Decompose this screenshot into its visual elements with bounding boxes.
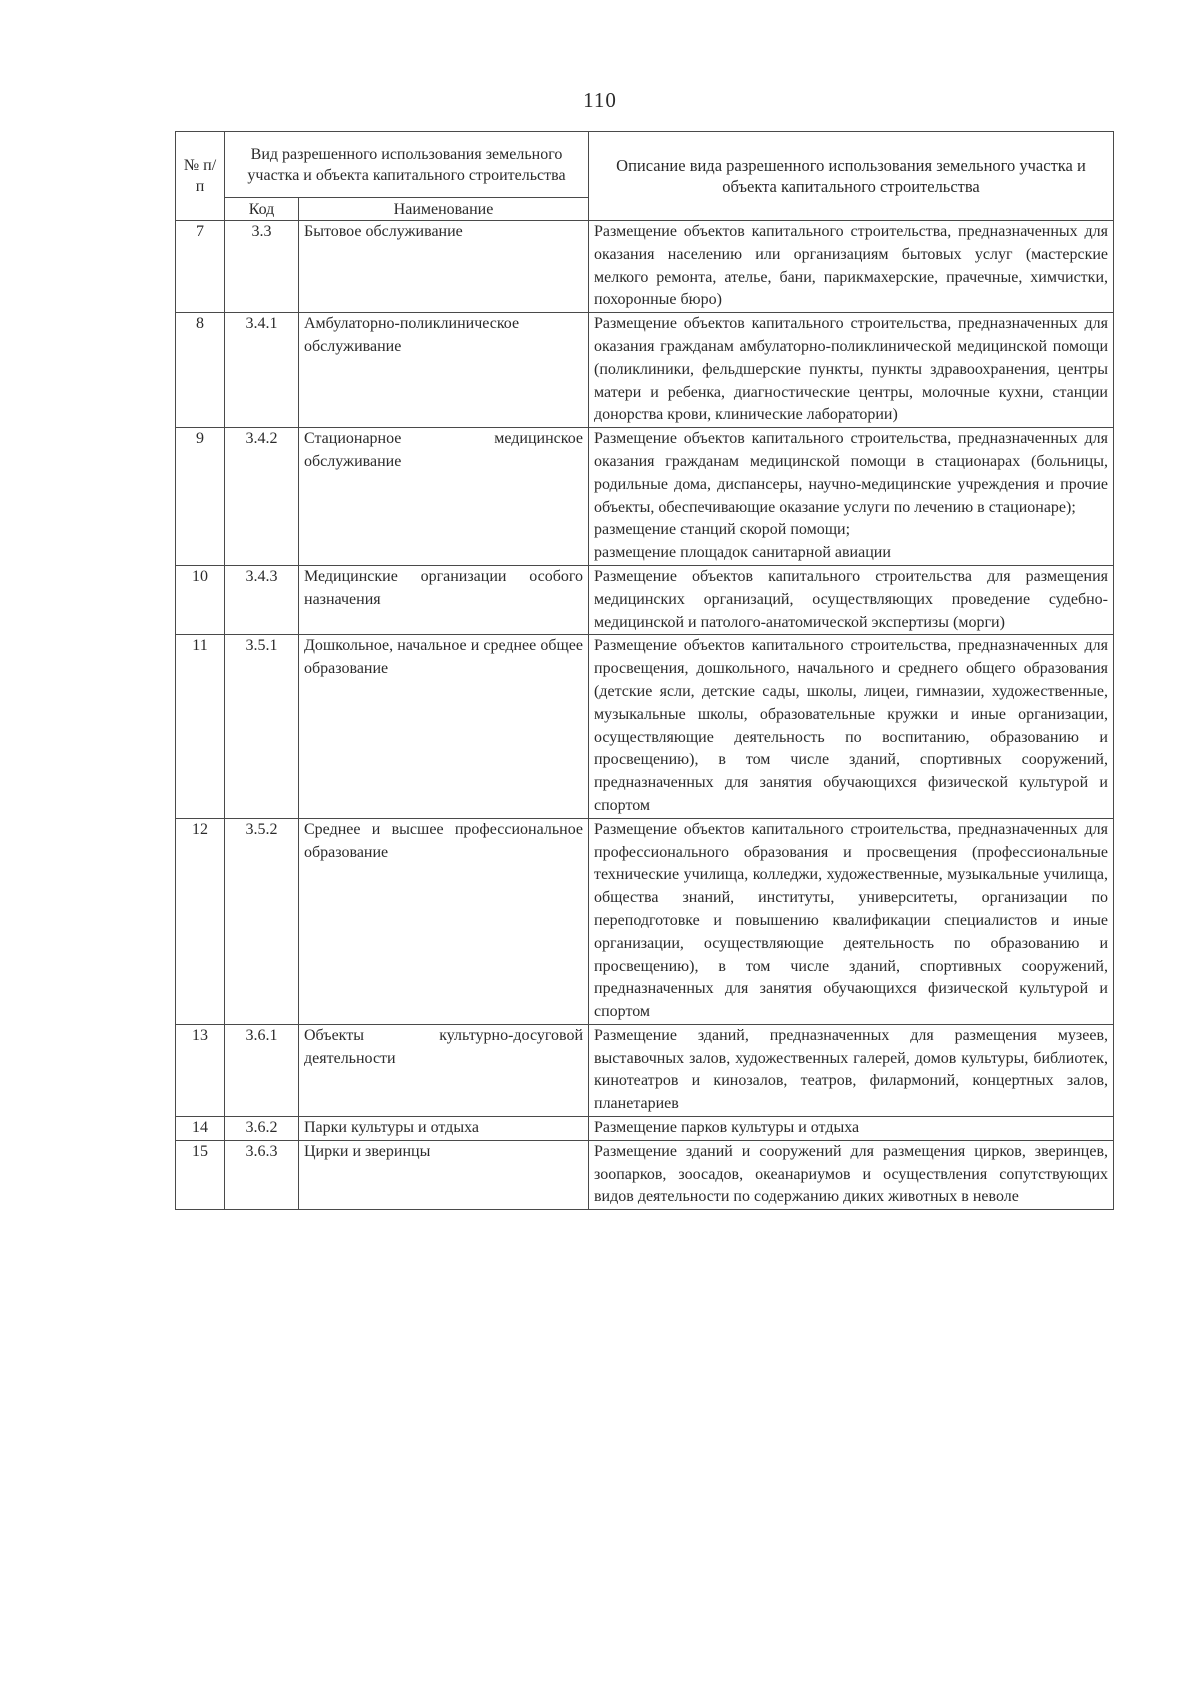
row-description	[589, 565, 1114, 634]
description-paragraph: Размещение объектов капитального строительства, предназначенных для оказания населению или организациям бытовых услуг (мастерские мелкого ремонта, ателье, бани, парикмахерские, прачечные, химчистки, похоронные бюро)	[594, 223, 1108, 309]
row-code: 3.6.3	[225, 1140, 299, 1209]
row-description	[589, 1140, 1114, 1209]
land-use-table	[175, 131, 1114, 1210]
row-number: 10	[176, 565, 225, 634]
row-number: 8	[176, 313, 225, 428]
description-paragraph: Размещение объектов капитального строительства, предназначенных для оказания гражданам медицинской помощи в стационарах (больницы, родильные дома, диспансеры, научно-медицинские учреждения и прочие объекты, обеспечивающие оказание услуги по лечению в стационаре);	[594, 430, 1108, 516]
row-code: 3.5.1	[225, 635, 299, 818]
table-row	[176, 313, 1114, 428]
table-row	[176, 1140, 1114, 1209]
row-description	[589, 818, 1114, 1024]
description-paragraph: Размещение объектов капитального строительства, предназначенных для просвещения, дошкольного, начального и среднего общего образования (детские ясли, детские сады, школы, лицеи, гимназии, художественные, музыкальные школы, образовательные кружки и иные организации, осуществляющие деятельность по воспитанию, образованию и просвещению), в том числе зданий, спортивных сооружений, предназначенных для занятия обучающихся физической культурой и спортом	[594, 637, 1108, 814]
row-name: Стационарное медицинское обслуживание	[299, 428, 589, 566]
row-code: 3.5.2	[225, 818, 299, 1024]
row-description	[589, 428, 1114, 566]
table-row	[176, 428, 1114, 566]
table-body	[176, 221, 1114, 1210]
header-num: № п/п	[176, 132, 225, 221]
row-code: 3.4.1	[225, 313, 299, 428]
row-number: 14	[176, 1117, 225, 1141]
row-number: 15	[176, 1140, 225, 1209]
description-paragraph: Размещение объектов капитального строительства для размещения медицинских организаций, осуществляющих проведение судебно-медицинской и патолого-анатомической экспертизы (морги)	[594, 567, 1108, 631]
row-name: Объекты культурно-досуговой деятельности	[299, 1024, 589, 1116]
header-code: Код	[225, 198, 299, 221]
description-paragraph: Размещение зданий, предназначенных для размещения музеев, выставочных залов, художественных галерей, домов культуры, библиотек, кинотеатров и кинозалов, театров, филармоний, концертных залов, планетариев	[594, 1026, 1108, 1113]
row-description	[589, 1117, 1114, 1141]
header-group: Вид разрешенного использования земельного участка и объекта капитального строительства	[225, 132, 589, 198]
table-row	[176, 1024, 1114, 1116]
table-row	[176, 1117, 1114, 1141]
description-paragraph: размещение площадок санитарной авиации	[594, 544, 891, 562]
page-number: 110	[583, 88, 617, 112]
row-code: 3.4.2	[225, 428, 299, 566]
row-code: 3.6.1	[225, 1024, 299, 1116]
table-row	[176, 221, 1114, 313]
row-name: Парки культуры и отдыха	[299, 1117, 589, 1141]
header-name: Наименование	[299, 198, 589, 221]
row-number: 7	[176, 221, 225, 313]
description-paragraph: размещение станций скорой помощи;	[594, 521, 851, 539]
row-number: 11	[176, 635, 225, 818]
row-name: Амбулаторно-поликлиническое обслуживание	[299, 313, 589, 428]
row-description	[589, 1024, 1114, 1116]
row-number: 9	[176, 428, 225, 566]
description-paragraph: Размещение зданий и сооружений для размещения цирков, зверинцев, зоопарков, зоосадов, океанариумов и осуществления сопутствующих видов деятельности по содержанию диких животных в неволе	[594, 1142, 1108, 1206]
row-description	[589, 221, 1114, 313]
table-header	[176, 132, 1114, 221]
row-name: Медицинские организации особого назначения	[299, 565, 589, 634]
table-row	[176, 565, 1114, 634]
row-number: 12	[176, 818, 225, 1024]
row-name: Бытовое обслуживание	[299, 221, 589, 313]
row-description	[589, 313, 1114, 428]
header-description: Описание вида разрешенного использования земельного участка и объекта капитального строительства	[589, 132, 1114, 221]
row-code: 3.6.2	[225, 1117, 299, 1141]
table-row	[176, 818, 1114, 1024]
row-name: Цирки и зверинцы	[299, 1140, 589, 1209]
description-paragraph: Размещение парков культуры и отдыха	[594, 1119, 860, 1137]
row-code: 3.3	[225, 221, 299, 313]
row-name: Дошкольное, начальное и среднее общее образование	[299, 635, 589, 818]
row-code: 3.4.3	[225, 565, 299, 634]
row-description	[589, 635, 1114, 818]
description-paragraph: Размещение объектов капитального строительства, предназначенных для оказания гражданам амбулаторно-поликлинической медицинской помощи (поликлиники, фельдшерские пункты, пункты здравоохранения, центры матери и ребенка, диагностические центры, молочные кухни, станции донорства крови, клинические лаборатории)	[594, 315, 1108, 424]
description-paragraph: Размещение объектов капитального строительства, предназначенных для профессионального образования и просвещения (профессиональные технические училища, колледжи, художественные, музыкальные училища, общества знаний, институты, университеты, организации по переподготовке и повышению квалификации специалистов и иные организации, осуществляющие деятельность по образованию и просвещению), в том числе зданий, спортивных сооружений, предназначенных для занятия обучающихся физической культурой и спортом	[594, 820, 1108, 1021]
row-name: Среднее и высшее профессиональное образование	[299, 818, 589, 1024]
table-row	[176, 635, 1114, 818]
row-number: 13	[176, 1024, 225, 1116]
